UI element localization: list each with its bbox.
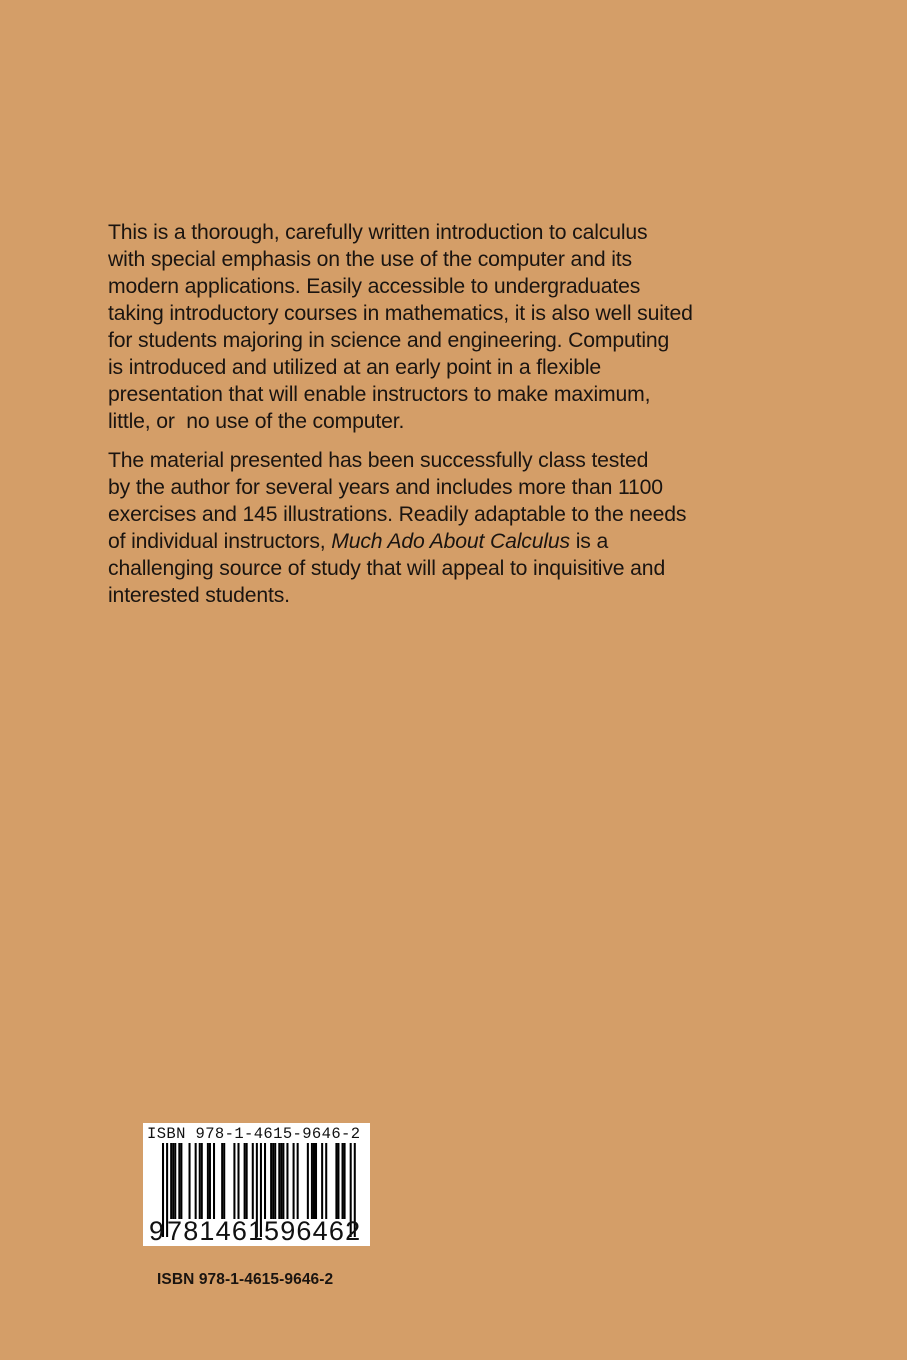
back-cover-blurb (108, 219, 748, 609)
blurb-paragraph-1 (108, 219, 748, 435)
isbn-footer: ISBN 978-1-4615-9646-2 (157, 1271, 334, 1288)
blurb-line: modern applications. Easily accessible to undergraduates (108, 275, 641, 298)
blurb-line: for students majoring in science and engineering. Computing (108, 329, 670, 352)
blurb-line: taking introductory courses in mathematics, it is also well suited (108, 302, 693, 325)
barcode-left-digits: 781461 (167, 1216, 265, 1246)
barcode-isbn-label: ISBN 978-1-4615-9646-2 (147, 1125, 361, 1143)
blurb-line: interested students. (108, 584, 290, 607)
barcode-first-digit: 9 (149, 1216, 165, 1246)
blurb-line: with special emphasis on the use of the computer and its (108, 248, 632, 271)
blurb-line: of individual instructors, (108, 530, 332, 553)
blurb-line: is a (570, 530, 609, 553)
blurb-line: presentation that will enable instructors to make maximum, (108, 383, 651, 406)
blurb-line: The material presented has been successfully class tested (108, 449, 649, 472)
book-title: Much Ado About Calculus (331, 530, 571, 553)
blurb-line: little, or no use of the computer. (108, 410, 405, 433)
blurb-line: challenging source of study that will appeal to inquisitive and (108, 557, 666, 580)
blurb-line: by the author for several years and includes more than 1100 (108, 476, 663, 499)
blurb-paragraph-2 (108, 447, 748, 609)
blurb-line: exercises and 145 illustrations. Readily adaptable to the needs (108, 503, 687, 526)
blurb-line: is introduced and utilized at an early point in a flexible (108, 356, 602, 379)
barcode-right-digits: 596462 (264, 1216, 362, 1246)
blurb-line: This is a thorough, carefully written introduction to calculus (108, 221, 648, 244)
isbn-barcode (143, 1123, 370, 1246)
